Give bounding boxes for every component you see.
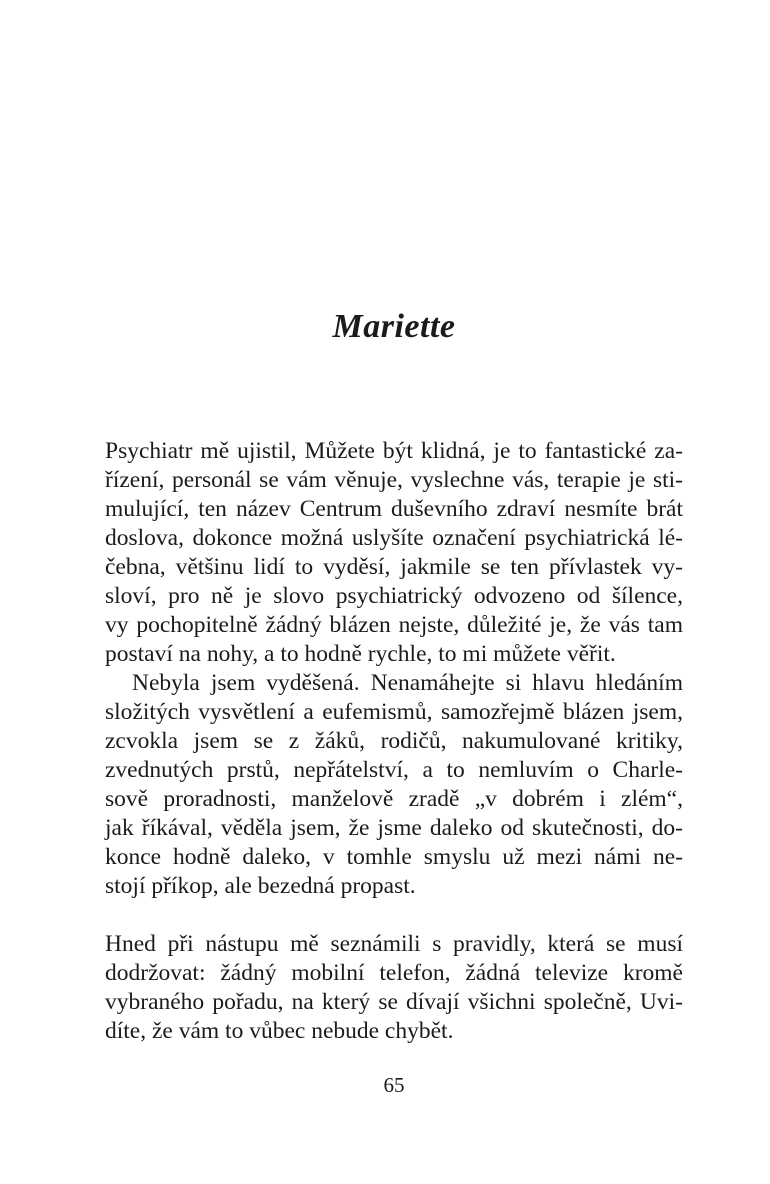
- text-line: dodržovat: žádný mobilní telefon, žádná televize kromě: [105, 960, 683, 986]
- page-number: 65: [383, 1073, 405, 1097]
- text-line: vy pochopitelně žádný blázen nejste, důležité je, že vás tam: [105, 612, 683, 638]
- text-line: konce hodně daleko, v tomhle smyslu už mezi námi ne-: [105, 844, 683, 870]
- text-line: stojí příkop, ale bezedná propast.: [105, 873, 416, 899]
- text-line: postaví na nohy, a to hodně rychle, to mi můžete věřit.: [105, 641, 616, 667]
- text-line: složitých vysvětlení a eufemismů, samozřejmě blázen jsem,: [105, 699, 683, 725]
- text-line: sloví, pro ně je slovo psychiatrický odvozeno od šílence,: [105, 583, 683, 609]
- text-line: díte, že vám to vůbec nebude chybět.: [105, 1018, 454, 1044]
- text-line: Hned při nástupu mě seznámili s pravidly, která se musí: [105, 931, 683, 957]
- chapter-title: Mariette: [332, 308, 456, 345]
- text-line: doslova, dokonce možná uslyšíte označení psychiatrická lé-: [105, 525, 683, 551]
- text-line: Psychiatr mě ujistil, Můžete být klidná, je to fantastické za-: [105, 438, 683, 464]
- text-line: Nebyla jsem vyděšená. Nenamáhejte si hlavu hledáním: [132, 670, 683, 696]
- text-line: zvednutých prstů, nepřátelství, a to nemluvím o Charle-: [105, 757, 683, 783]
- paragraph: [105, 930, 683, 1046]
- text-line: řízení, personál se vám věnuje, vyslechne vás, terapie je sti-: [105, 467, 683, 493]
- text-line: jak říkával, věděla jsem, že jsme daleko od skutečnosti, do-: [105, 815, 683, 841]
- text-line: mulující, ten název Centrum duševního zdraví nesmíte brát: [105, 496, 683, 522]
- text-line: zcvokla jsem se z žáků, rodičů, nakumulované kritiky,: [105, 728, 683, 754]
- paragraph: [105, 437, 683, 669]
- paragraph: [105, 669, 683, 901]
- text-block: [105, 437, 683, 1046]
- text-line: vybraného pořadu, na který se dívají všichni společně, Uvi-: [105, 989, 683, 1015]
- text-line: sově proradnosti, manželově zradě „v dobrém i zlém“,: [105, 786, 683, 812]
- text-line: čebna, většinu lidí to vyděsí, jakmile se ten přívlastek vy-: [105, 554, 683, 580]
